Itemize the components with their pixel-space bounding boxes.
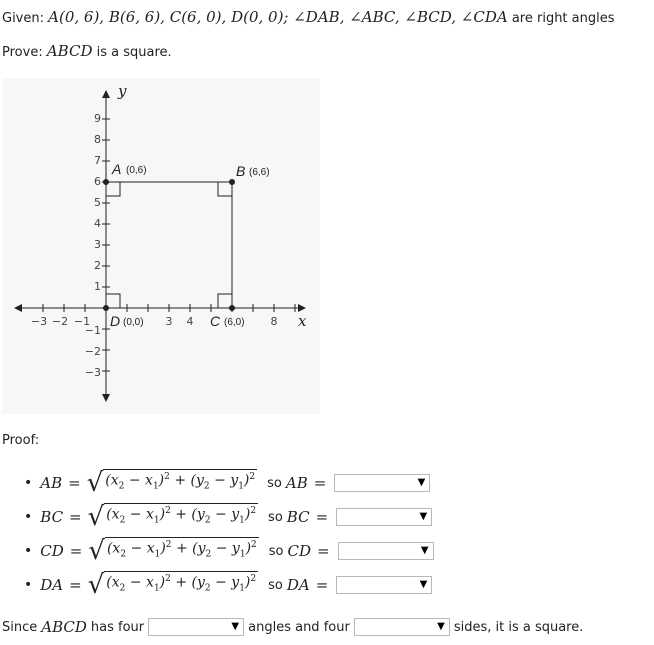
- coordinate-graph: [2, 78, 320, 414]
- y-tick-label: 3: [94, 238, 101, 251]
- point-c: [229, 305, 235, 311]
- segment-name: CD: [40, 542, 64, 560]
- conclusion-part1: Since: [2, 619, 38, 635]
- axis-ticks: [43, 119, 295, 371]
- point-b: [229, 179, 235, 185]
- proof-row-bc: [24, 502, 432, 532]
- side-type-dropdown[interactable]: [354, 618, 450, 636]
- so-label: so: [268, 577, 283, 593]
- equals-sign: =: [315, 508, 329, 526]
- radical-sign: √: [86, 468, 104, 498]
- y-tick-label: −1: [84, 324, 101, 337]
- x-tick-label: −3: [30, 315, 48, 328]
- radical-sign: √: [87, 502, 105, 532]
- segment-name: AB: [40, 474, 63, 492]
- bullet: •: [24, 475, 33, 491]
- point-d: [103, 305, 109, 311]
- cd-length-dropdown[interactable]: [338, 542, 434, 560]
- radicand: $(x_2 - x_1)^2 + (y_2 - y_1)^2$: [104, 571, 258, 599]
- segment-name: AB: [285, 474, 308, 492]
- chevron-down-icon: ▼: [419, 579, 428, 590]
- conclusion-part4: sides, it is a square.: [453, 619, 584, 635]
- distance-formula: [88, 571, 258, 599]
- y-tick-label: −2: [84, 345, 101, 358]
- given-suffix: are right angles: [511, 11, 615, 26]
- point-d-coords: (0,0): [123, 317, 144, 328]
- segment-name: DA: [286, 576, 310, 594]
- equals-sign: =: [317, 542, 330, 560]
- segment-name: BC: [286, 508, 310, 526]
- y-tick-label: 5: [94, 196, 101, 209]
- x-tick-label: 3: [165, 315, 173, 328]
- radical-sign: √: [87, 570, 105, 600]
- conclusion-math: ABCD: [41, 618, 87, 636]
- y-tick-label: 9: [94, 112, 101, 125]
- so-label: so: [267, 475, 282, 491]
- distance-formula: [88, 503, 258, 531]
- point-b-coords: (6,6): [249, 167, 270, 178]
- chevron-down-icon: ▼: [417, 477, 426, 488]
- point-d-name: D: [110, 313, 121, 329]
- conclusion-statement: [2, 618, 583, 636]
- given-statement: [2, 8, 615, 26]
- x-axis-left-arrow: [14, 304, 22, 312]
- given-prefix: Given:: [2, 11, 44, 26]
- x-tick-label: −2: [51, 315, 69, 328]
- prove-math: ABCD: [46, 42, 93, 60]
- x-tick-label: 8: [270, 315, 278, 328]
- equals-sign: =: [69, 542, 83, 560]
- bc-length-dropdown[interactable]: [336, 508, 432, 526]
- so-label: so: [268, 509, 283, 525]
- y-tick-label: 1: [94, 280, 101, 293]
- da-length-dropdown[interactable]: [336, 576, 432, 594]
- so-label: so: [268, 543, 284, 559]
- distance-formula: [88, 537, 258, 565]
- x-tick-label: −1: [73, 315, 91, 328]
- chevron-down-icon: ▼: [437, 621, 445, 632]
- x-axis-right-arrow: [298, 304, 306, 312]
- radicand: $(x_2 - x_1)^2 + (y_2 - y_1)^2$: [105, 537, 259, 565]
- y-axis-top-arrow: [102, 90, 110, 98]
- chevron-down-icon: ▼: [231, 621, 240, 632]
- proof-row-da: [24, 570, 432, 600]
- bullet: •: [24, 509, 33, 525]
- point-a: [103, 179, 109, 185]
- y-tick-label: 8: [94, 133, 101, 146]
- chevron-down-icon: ▼: [419, 511, 428, 522]
- bullet: •: [24, 577, 33, 593]
- segment-name: CD: [287, 542, 312, 560]
- point-a-coords: (0,6): [126, 165, 147, 176]
- equals-sign: =: [313, 474, 327, 492]
- point-c-name: C: [210, 313, 221, 329]
- x-axis-label: x: [298, 312, 307, 330]
- bullet: •: [24, 543, 33, 559]
- point-b-name: B: [236, 163, 246, 179]
- y-tick-label: 7: [94, 154, 101, 167]
- radicand: $(x_2 - x_1)^2 + (y_2 - y_1)^2$: [104, 503, 258, 531]
- equals-sign: =: [69, 508, 82, 526]
- equals-sign: =: [69, 576, 82, 594]
- segment-name: DA: [40, 576, 64, 594]
- proof-row-cd: [24, 536, 434, 566]
- graph-svg: [2, 78, 320, 414]
- y-tick-label: −3: [84, 366, 101, 379]
- point-c-coords: (6,0): [224, 317, 245, 328]
- conclusion-part2: has four: [90, 619, 145, 635]
- y-tick-label: 2: [94, 259, 101, 272]
- segment-name: BC: [40, 508, 64, 526]
- y-tick-label: 4: [94, 217, 101, 230]
- y-axis-label: y: [118, 82, 127, 100]
- prove-prefix: Prove:: [2, 45, 43, 60]
- prove-statement: [2, 42, 172, 60]
- distance-formula: [87, 469, 257, 497]
- equals-sign: =: [315, 576, 329, 594]
- prove-suffix: is a square.: [96, 45, 172, 60]
- equals-sign: =: [68, 474, 81, 492]
- given-math: A(0, 6), B(6, 6), C(6, 0), D(0, 0); ∠DAB, ∠ABC, ∠BCD, ∠CDA: [48, 8, 508, 26]
- radicand: $(x_2 - x_1)^2 + (y_2 - y_1)^2$: [103, 469, 257, 497]
- y-axis-bottom-arrow: [102, 394, 110, 402]
- y-tick-label: 6: [94, 175, 101, 188]
- point-a-name: A: [112, 161, 122, 177]
- ab-length-dropdown[interactable]: [334, 474, 430, 492]
- angle-type-dropdown[interactable]: [148, 618, 244, 636]
- x-tick-label: 4: [186, 315, 194, 328]
- proof-row-ab: [24, 468, 430, 498]
- chevron-down-icon: ▼: [420, 545, 429, 556]
- conclusion-part3: angles and four: [248, 619, 350, 635]
- proof-label: Proof:: [2, 433, 40, 448]
- radical-sign: √: [88, 536, 105, 566]
